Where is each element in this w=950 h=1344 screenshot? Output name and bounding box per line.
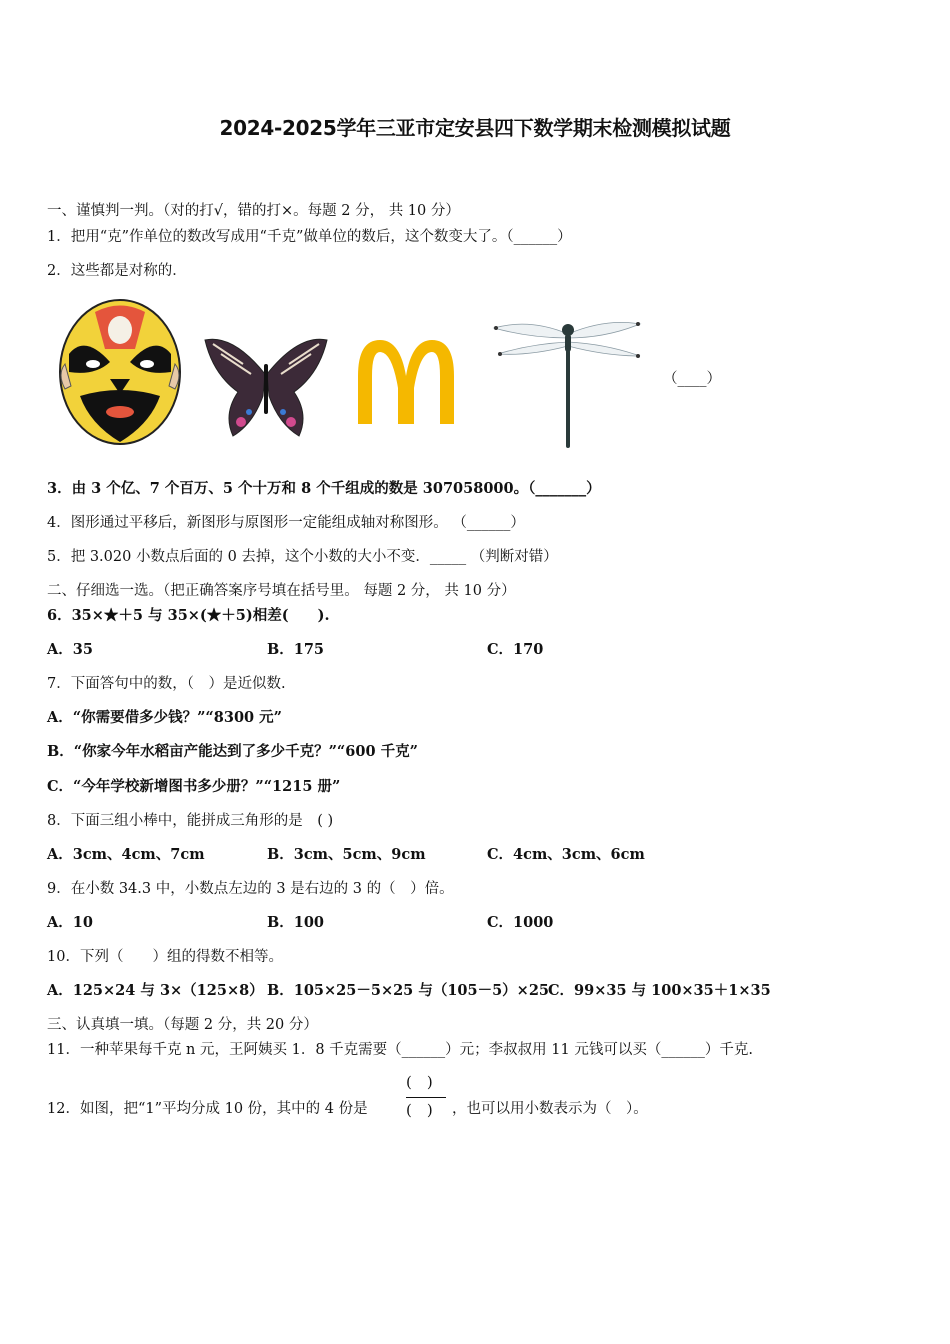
question-12-fraction-denominator[interactable]: ( ) [406, 1101, 433, 1119]
question-9-option-a[interactable]: A．10 [47, 914, 93, 931]
question-11: 11．一种苹果每千克 n 元，王阿姨买 1．8 千克需要（______）元；李叔叔用 11 元钱可以买（______）千克. [47, 1042, 753, 1058]
question-6-option-b[interactable]: B．175 [267, 641, 325, 658]
question-6: 6．35×★＋5 与 35×(★＋5)相差( ). [47, 607, 330, 624]
question-12-prefix: 12．如图，把“1”平均分成 10 份，其中的 4 份是 [47, 1101, 368, 1117]
question-8-option-b[interactable]: B．3cm、5cm、9cm [267, 846, 426, 863]
question-2: 2．这些都是对称的． [47, 263, 187, 279]
question-1: 1．把用“克”作单位的数改写成用“千克”做单位的数后，这个数变大了。（______） [47, 229, 572, 245]
section1-heading: 一、谨慎判一判。（对的打√，错的打×。每题 2 分， 共 10 分） [47, 203, 460, 219]
question-10: 10．下列（ ）组的得数不相等。 [47, 949, 283, 965]
section3-heading: 三、认真填一填。（每题 2 分，共 20 分） [47, 1017, 318, 1033]
question-7-option-b[interactable]: B．“你家今年水稻亩产能达到了多少千克？”“600 千克” [47, 743, 418, 760]
question-8-option-c[interactable]: C．4cm、3cm、6cm [487, 846, 645, 863]
mcdonalds-logo-image [354, 336, 458, 426]
section2-heading: 二、仔细选一选。（把正确答案序号填在括号里。 每题 2 分， 共 10 分） [47, 583, 516, 599]
question-5: 5．把 3.020 小数点后面的 0 去掉，这个小数的大小不变．_____ （判断对错） [47, 549, 558, 565]
question-3: 3．由 3 个亿、7 个百万、5 个十万和 8 个千组成的数是 307058000。（_______） [47, 480, 601, 497]
question-12-fraction-bar [406, 1097, 446, 1098]
question-4: 4．图形通过平移后，新图形与原图形一定能组成轴对称图形。 （______） [47, 515, 525, 531]
question-12-suffix: ，也可以用小数表示为（ ）。 [452, 1101, 648, 1117]
dragonfly-image [490, 316, 644, 450]
question-10-option-c[interactable]: C．99×35 与 100×35＋1×35 [548, 982, 771, 999]
question-8-option-a[interactable]: A．3cm、4cm、7cm [47, 846, 205, 863]
question-2-answer-blank[interactable]: （____） [663, 371, 721, 387]
butterfly-image [203, 334, 329, 440]
opera-mask-image [55, 294, 185, 446]
question-6-option-a[interactable]: A．35 [47, 641, 93, 658]
question-6-option-c[interactable]: C．170 [487, 641, 544, 658]
question-7-option-a[interactable]: A．“你需要借多少钱？”“8300 元” [47, 709, 283, 726]
question-9-option-c[interactable]: C．1000 [487, 914, 554, 931]
question-9: 9．在小数 34.3 中，小数点左边的 3 是右边的 3 的（ ）倍。 [47, 881, 454, 897]
question-12-fraction-numerator[interactable]: ( ) [406, 1073, 433, 1091]
question-10-option-a[interactable]: A．125×24 与 3×（125×8） [47, 982, 264, 999]
question-7-option-c[interactable]: C．“今年学校新增图书多少册？”“1215 册” [47, 778, 341, 795]
question-8: 8．下面三组小棒中，能拼成三角形的是 ( ) [47, 813, 334, 829]
page-title: 2024-2025学年三亚市定安县四下数学期末检测模拟试题 [219, 116, 731, 140]
question-10-option-b[interactable]: B．105×25－5×25 与（105－5）×25 [267, 982, 549, 999]
question-9-option-b[interactable]: B．100 [267, 914, 325, 931]
question-7: 7．下面答句中的数，（ ）是近似数. [47, 676, 286, 692]
